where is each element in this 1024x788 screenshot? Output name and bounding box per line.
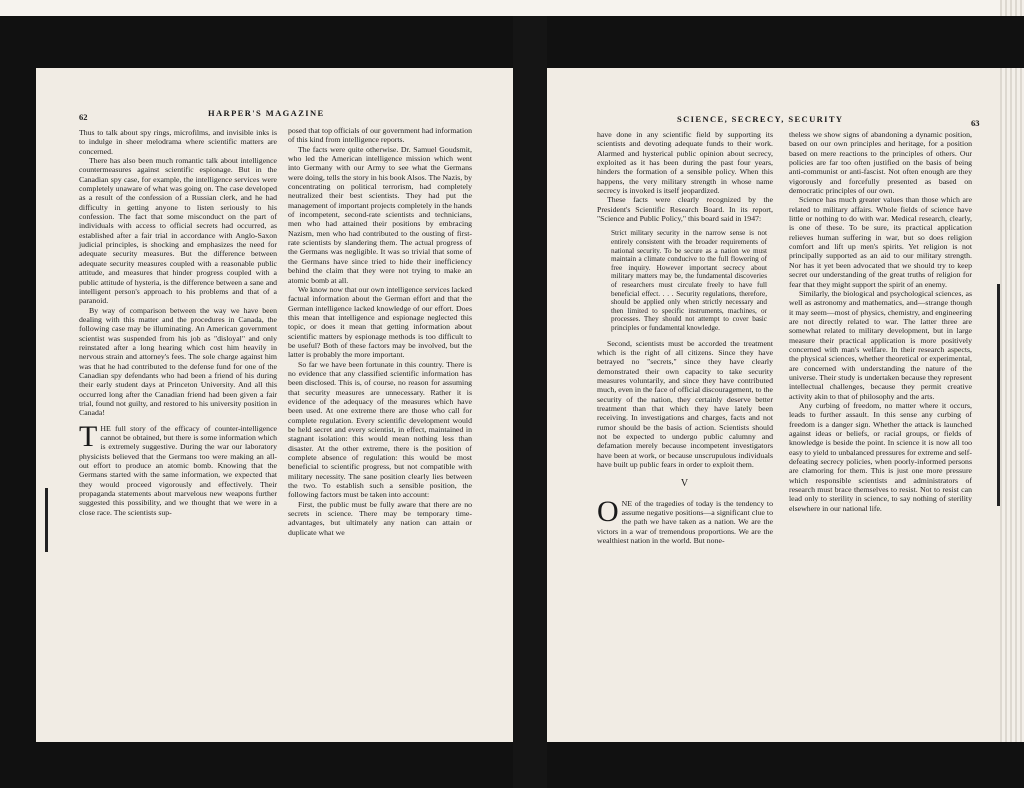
- section-numeral: V: [680, 478, 690, 490]
- right-page: [547, 68, 1000, 742]
- page-stack-edges: [1000, 0, 1024, 788]
- right-column-2: [789, 130, 972, 513]
- scan-top-shadow: [0, 16, 1024, 68]
- paragraph: We know now that our own intelligence services lacked factual information about the German effort and that the German intelligence lacked knowledge of our effort. Does this mean that intelligence and espionage neglected this topic, or does it mean that getting information about scientific matters by espionage methods is too difficult to be useful? Both of these factors may be involved, but the latter is probably the more important.: [288, 284, 472, 360]
- scan-bottom-shadow: [0, 742, 1024, 788]
- paragraph: There has also been much romantic talk about intelligence countermeasures against scientific espionage. But in the Canadian spy case, for example, the intelligence services were completely unaware of what was going on. The case developed as a result of the confession of a Russian clerk, and he had difficulty in getting anyone to listen seriously to his confession. The fact that some misconduct on the part of individuals with access to official secrets had occurred, as established after a fair trial in accordance with Anglo-Saxon judicial principles, is shocking and emphasizes the need for adequate security measures. But the difference between adequate security measures coupled with a reasonable public attitude, and measures that hinder progress coupled with a public attitude of hysteria, is the difference between a sane and intelligent person's approach to his problems and that of a paranoid.: [79, 156, 277, 306]
- drop-cap: O: [597, 494, 619, 528]
- book-spine-shadow: [513, 16, 547, 788]
- left-page: [36, 68, 513, 742]
- paragraph: Any curbing of freedom, no matter where it occurs, leads to further assault. In this sense any curbing of freedom is a danger sign. Whether the attack is launched against ideas or beliefs, or racial groups, or fields of knowledge is beside the point. In science it is now all too easy to yield to unbalanced pressures for extreme and self-defeating secrecy policies, when poorly-informed persons are clamoring for them. This is just one more pressure which responsible scientists and administrators of research must brace themselves to resist. Not to resist can lead only to sterility in science, to say nothing of sterility elsewhere in our national life.: [789, 400, 972, 513]
- running-head-left: HARPER'S MAGAZINE: [208, 108, 325, 118]
- paragraph: Second, scientists must be accorded the treatment which is the right of all citizens. Since they have betrayed no "secrets," since they have clearly demonstrated their own capacity to take security measures voluntarily, and since they have contributed much, even in the face of official discouragement, to the security of the nation, they certainly deserve better treatment than that which they have lately been receiving. In investigations and charges, facts and not rumor should be the basis of action. Scientists should not be expected to undergo public calumny and defamation merely because incompetent investigators have been at work, or because unscrupulous individuals have built up public fears in order to exploit them.: [597, 338, 773, 470]
- paragraph: Thus to talk about spy rings, microfilms, and invisible inks is to indulge in sheer melodrama where scientific matters are concerned.: [79, 128, 277, 156]
- drop-cap: T: [79, 419, 98, 453]
- paragraph: The facts were quite otherwise. Dr. Samuel Goudsmit, who led the American intelligence mission which went into Germany with our Army to see what the Germans were doing, tells the story in his book Alsos. The Nazis, by concentrating on political terrorism, had completely neutralized their best scientists. They had put the management of important projects completely in the hands of incompetent, second-rate scientists and technicians, men who had attained their positions by embracing Nazism, men who had contributed to the ousting of first-rate scientists by slandering them. The actual progress of the Germans was negligible. It was so trivial that some of the Germans have since tried to hide their inefficiency behind the claim that they were not trying to make an atomic bomb at all.: [288, 144, 472, 285]
- paragraph: theless we show signs of abandoning a dynamic position, based on our own principles and heritage, for a position based on mere reactions to the principles of others. Our policies are far too often justified on the basis of being anti-communist or anti-fascist. Not often enough are they vigorously and forcefully presented as based on democratic principles of our own.: [789, 130, 972, 196]
- margin-ink-mark: [45, 488, 48, 552]
- right-column-1: [597, 130, 773, 545]
- paragraph: First, the public must be fully aware that there are no secrets in science. There may be temporary time-advantages, but ultimately any nation can attain or duplicate what we: [288, 499, 472, 537]
- paragraph-text: HE full story of the efficacy of counter-intelligence cannot be obtained, but there is some information which is extremely suggestive. During the war our laboratory physicists believed that the Germans too were making an all-out effort to produce an atomic bomb. Knowing that the Germans started with the same information, we expected that they would proceed vigorously and effectively. Their propaganda statements about marvelous new weapons further suggested this possibility, and we thought that we were in a close race. The scientists sup-: [79, 423, 277, 517]
- paragraph: So far we have been fortunate in this country. There is no evidence that any classified scientific information has been disclosed. This is, of course, no reason for assuming that security measures are unnecessary. Rather it is evidence of the adequacy of the measures which have been used. At one extreme there are those who call for complete regulation. Every scientific development would be held secret and every scientist, in effect, maintained in stagnant isolation: this would mean nothing less than disaster. At the other extreme, there is the position of complete absence of regulation: this would be most beneficial to scientific progress, but not compatible with military necessity. The sane position clearly lies between the two. To establish such a sensible position, the following factors must be taken into account:: [288, 359, 472, 500]
- scan-left-shadow: [0, 16, 36, 788]
- paragraph: By way of comparison between the way we have been dealing with this matter and the procedures in Canada, the following case may be illuminating. An American government scientist was suspended from his job as "disloyal" and only reinstated after a long hearing which cost him heavily in nervous strain and attorney's fees. The sole charge against him was that he had contributed to the defense fund for one of the Canadian spy defendants who had been a friend of his during their early student days at Princeton University. And all this occurred long after the Canadian friend had been given a fair trial, found not guilty, and restored to his university position in Canada!: [79, 305, 277, 418]
- block-quote: Strict military security in the narrow sense is not entirely consistent with the broader requirements of national security. To be secure as a nation we must maintain a climate conducive to the full flowering of free inquiry. However important secrecy about military matters may be, the fundamental discoveries of researchers must circulate freely to have full beneficial effect. . . . Security regulations, therefore, should be applied only when strictly necessary and then limited to specific instruments, machines, or processes. They should not attempt to cover basic principles or fundamental knowledge.: [611, 229, 767, 332]
- paragraph: Similarly, the biological and psychological sciences, as well as astronomy and mathematics, and—strange though it may seem—most of physics, chemistry, and engineering are not directly related to war. The latter three are somewhat related to military development, but in large measure their practical application is more positively concerned with man's welfare. In their research aspects, the physical sciences, whether theoretical or experimental, are concerned with understanding the nature of the universe. Their study is undertaken because they represent intellectual challenges, because they permit creative activity akin to that of philosophy and the arts.: [789, 288, 972, 401]
- paragraph: Science has much greater values than those which are related to military affairs. Whole fields of science have little or nothing to do with war. Medical research, clearly, is one of these. To be sure, its practical application relieves human suffering in war, but so does religion comfort and lift up men's spirits. Yet religion is not principally supported as an aid to our military strength. Nor has it yet been advocated that we should try to keep secret our understanding of the great truths of religion for fear that they might support the spirit of an enemy.: [789, 195, 972, 289]
- page-top-edge: [0, 0, 1024, 17]
- margin-ink-mark: [997, 284, 1000, 506]
- paragraph: posed that top officials of our government had information of this kind from intelligence reports.: [288, 126, 472, 145]
- paragraph-dropcap: [79, 419, 277, 517]
- paragraph-text: NE of the tragedies of today is the tendency to assume negative positions—a significant clue to the path we have taken as a nation. We are the victors in a war of tremendous proportions. We are the wealthiest nation in the world. But none-: [597, 498, 773, 546]
- left-column-1: [79, 128, 277, 517]
- page-number-right: 63: [971, 118, 980, 128]
- paragraph: These facts were clearly recognized by the President's Scientific Research Board. In its report, "Science and Public Policy," this board said in 1947:: [597, 195, 773, 224]
- running-head-right: SCIENCE, SECRECY, SECURITY: [677, 114, 844, 124]
- page-number-left: 62: [79, 112, 88, 122]
- left-column-2: [288, 126, 472, 537]
- paragraph: have done in any scientific field by supporting its scientists and devoting adequate funds to their work. Alarmed and hysterical public opinion about secrecy, exploited as it has been during the past four years, hinders the formation of a sensible policy. When this happens, the very military strength in whose name secrecy is invoked is itself jeopardized.: [597, 130, 773, 196]
- paragraph-dropcap: [597, 494, 773, 546]
